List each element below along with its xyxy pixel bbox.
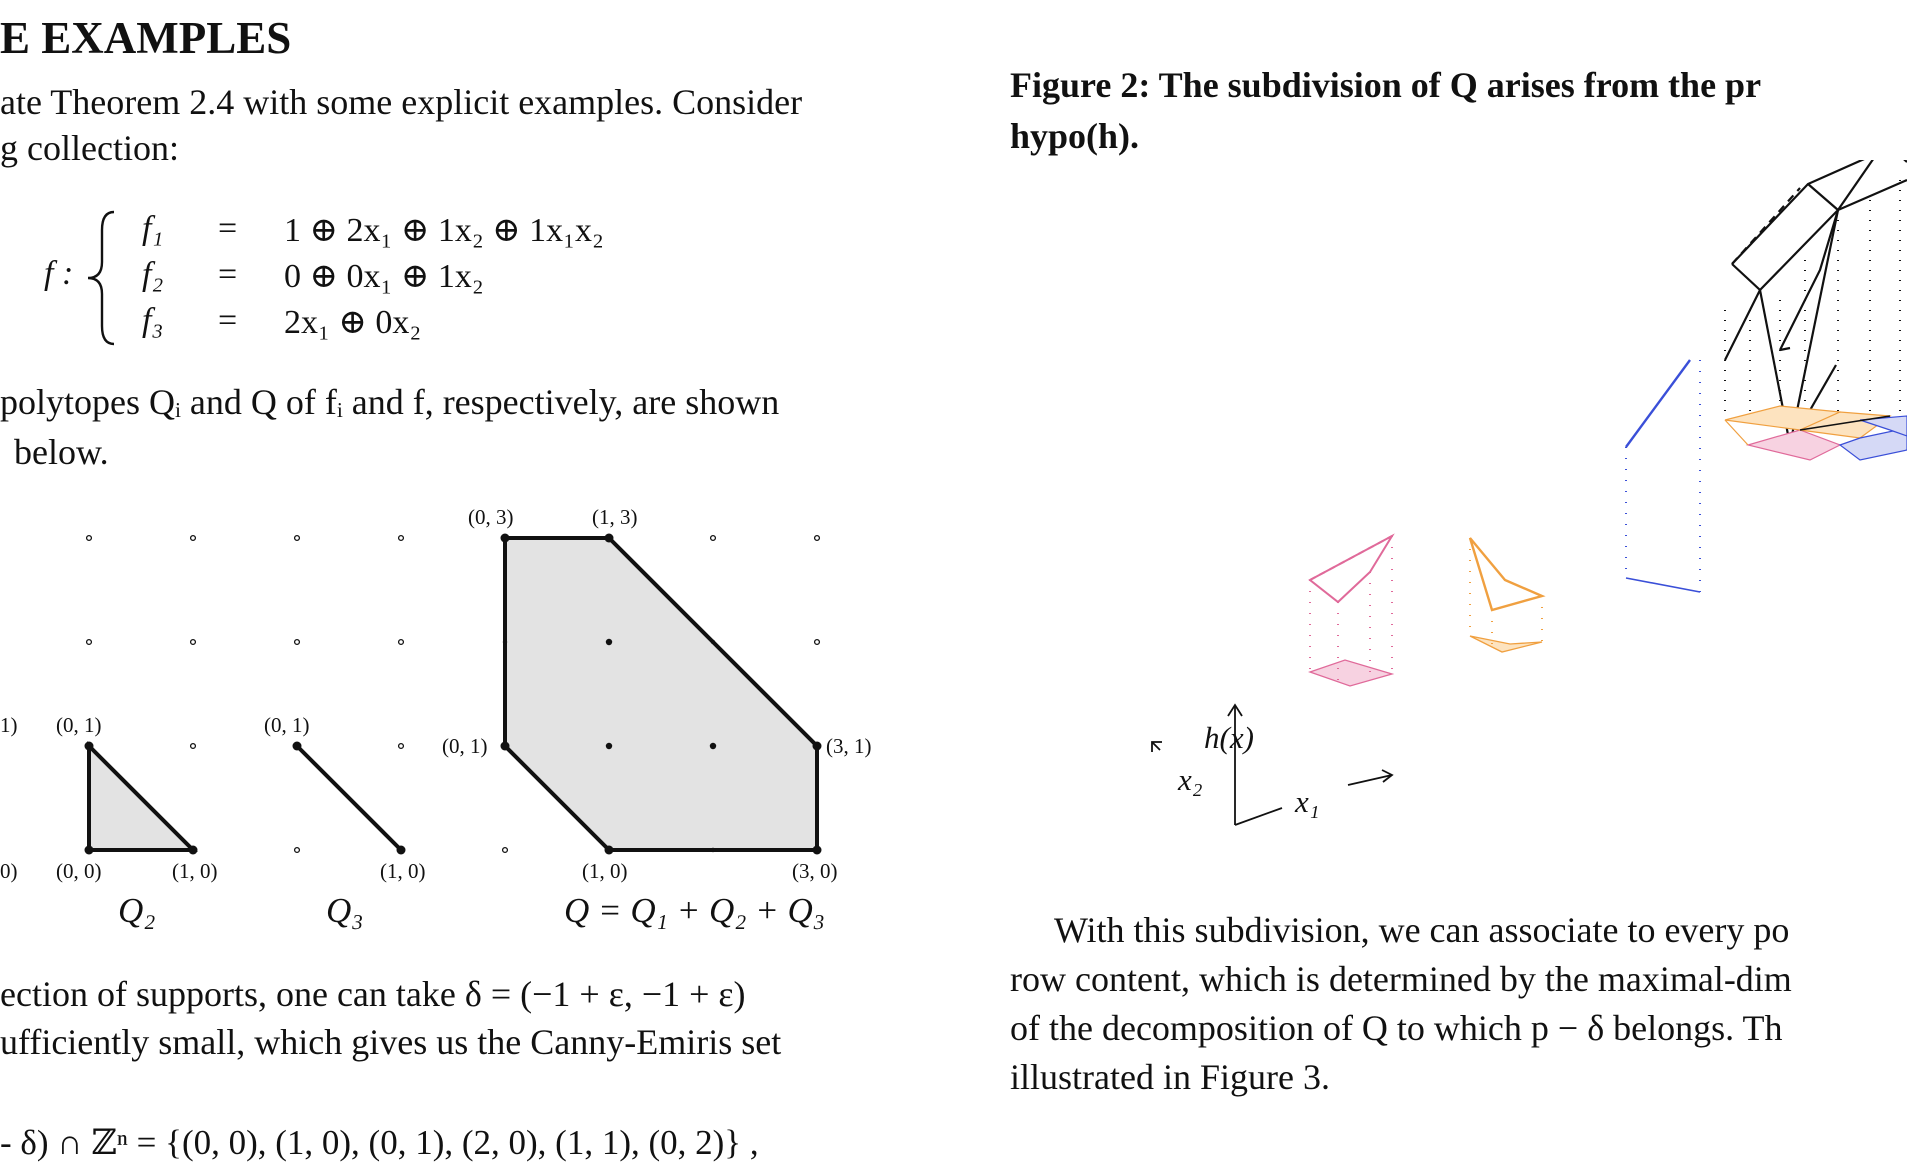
grid-point	[399, 744, 404, 749]
intro-line-2: g collection:	[0, 128, 179, 168]
q3-segment	[297, 746, 401, 850]
partial-label: 1)	[0, 713, 18, 737]
x2-axis-label: x₂	[1178, 762, 1203, 797]
q-vertex	[605, 846, 614, 855]
q3-vertex	[293, 742, 302, 751]
para2-line-1: polytopes Qᵢ and Q of fᵢ and f, respectively, are shown	[0, 382, 780, 422]
q-vertex	[501, 534, 510, 543]
right-para-line-3: of the decomposition of Q to which p − δ belongs. Th	[1010, 1008, 1783, 1048]
grid-point	[295, 640, 300, 645]
q-interior-point	[606, 639, 612, 645]
q-label-v2: (1, 3)	[592, 505, 638, 529]
polytope-figure	[0, 490, 900, 950]
hypograph-structure	[1725, 160, 1907, 445]
q-boundary-point	[711, 848, 715, 852]
q-polygon	[505, 538, 817, 850]
grid-point	[295, 848, 300, 853]
q2-label-top: (0, 1)	[56, 713, 102, 737]
q-label-v1: (0, 3)	[468, 505, 514, 529]
q-interior-point	[606, 743, 612, 749]
section-heading: E EXAMPLES	[0, 13, 292, 63]
q3-vertex	[397, 846, 406, 855]
right-para-line-4: illustrated in Figure 3.	[1010, 1057, 1330, 1097]
q2-vertex	[189, 846, 198, 855]
para2-line-2: below.	[14, 432, 109, 472]
q-interior-point	[710, 743, 716, 749]
q-vertex	[813, 846, 822, 855]
partial-label: 0)	[0, 859, 18, 883]
grid-point	[191, 640, 196, 645]
q3-name: Q₃	[326, 891, 364, 930]
grid-point	[295, 536, 300, 541]
q-label-v4: (3, 1)	[826, 734, 872, 758]
q-boundary-point	[711, 640, 715, 644]
x1-axis-label: x₁	[1295, 784, 1320, 819]
eq-row-2-eq: =	[218, 256, 238, 293]
q-boundary-point	[503, 640, 507, 644]
system-name: f :	[44, 255, 74, 292]
q2-label-right: (1, 0)	[172, 859, 218, 883]
q-label-v5: (1, 0)	[582, 859, 628, 883]
grid-point	[191, 744, 196, 749]
x2-axis-arrow-shaft	[1152, 742, 1160, 750]
eq-row-3-lhs: f₃	[142, 302, 164, 339]
canny-emiris-equation: - δ) ∩ ℤⁿ = {(0, 0), (1, 0), (0, 1), (2, 0), (1, 1), (0, 2)} ,	[0, 1123, 759, 1162]
q-vertex	[605, 534, 614, 543]
q3-label-top: (0, 1)	[264, 713, 310, 737]
grid-point	[711, 536, 716, 541]
right-para-line-1: With this subdivision, we can associate to every po	[1054, 910, 1790, 950]
intro-line-1: ate Theorem 2.4 with some explicit examples. Consider	[0, 82, 803, 122]
para3-line-2: ufficiently small, which gives us the Canny-Emiris set	[0, 1022, 782, 1062]
grid-point	[87, 640, 92, 645]
grid-point	[815, 640, 820, 645]
para3-line-1: ection of supports, one can take δ = (−1 + ε, −1 + ε)	[0, 974, 746, 1014]
eq-row-2-rhs: 0 ⊕ 0x₁ ⊕ 1x₂	[284, 258, 484, 295]
blue-piece	[1626, 360, 1700, 592]
eq-row-1-rhs: 1 ⊕ 2x₁ ⊕ 1x₂ ⊕ 1x₁x₂	[284, 212, 604, 249]
q-vertex	[813, 742, 822, 751]
figure-caption-line-2: hypo(h).	[1010, 116, 1140, 156]
eq-row-2-lhs: f₂	[142, 256, 164, 293]
grid-point	[191, 536, 196, 541]
q2-label-origin: (0, 0)	[56, 859, 102, 883]
eq-row-1-lhs: f₁	[142, 210, 164, 247]
q-label-v3: (0, 1)	[442, 734, 488, 758]
q2-vertex	[85, 742, 94, 751]
q2-vertex	[85, 846, 94, 855]
grid-point	[399, 536, 404, 541]
q3-label-right: (1, 0)	[380, 859, 426, 883]
eq-row-3-eq: =	[218, 302, 238, 339]
q2-polygon	[89, 746, 193, 850]
eq-row-3-rhs: 2x₁ ⊕ 0x₂	[284, 304, 422, 341]
q-name: Q = Q₁ + Q₂ + Q₃	[564, 891, 825, 930]
q2-name: Q₂	[118, 891, 156, 930]
grid-point	[503, 848, 508, 853]
grid-point	[815, 536, 820, 541]
orange-piece	[1470, 538, 1542, 652]
pink-piece	[1310, 536, 1392, 686]
q-label-v6: (3, 0)	[792, 859, 838, 883]
base-subdivision	[1725, 406, 1907, 460]
grid-point	[399, 640, 404, 645]
right-para-line-2: row content, which is determined by the maximal-dim	[1010, 959, 1792, 999]
figure-caption-line-1: Figure 2: The subdivision of Q arises from the pr	[1010, 65, 1762, 105]
left-brace	[80, 208, 120, 348]
subdivision-3d-figure	[1100, 160, 1907, 840]
x1-axis-segment	[1235, 808, 1282, 825]
h-axis-label: h(x)	[1204, 720, 1254, 755]
q-vertex	[501, 742, 510, 751]
grid-point	[87, 536, 92, 541]
eq-row-1-eq: =	[218, 210, 238, 247]
